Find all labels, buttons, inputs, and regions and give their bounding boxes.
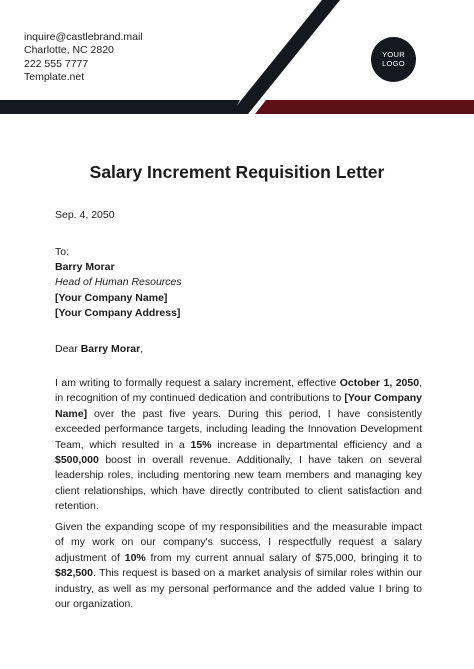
contact-phone: 222 555 7777 — [24, 57, 89, 70]
salutation-name: Barry Morar — [80, 343, 141, 355]
recipient-company-name: [Your Company Name] — [55, 291, 168, 304]
logo-text-line1: YOUR — [382, 50, 405, 59]
to-label: To: — [55, 246, 70, 258]
body-paragraph-2 — [55, 520, 422, 612]
p1-revenue-boost: $500,000 — [55, 454, 99, 467]
p2-text-2: from my current annual salary of $75,000, bringing it to — [145, 551, 423, 564]
p1-company-name: [Your Company Name] — [55, 392, 422, 420]
contact-email[interactable]: inquire@castlebrand.mail — [24, 31, 143, 43]
recipient-title: Head of Human Resources — [55, 276, 182, 289]
contact-address: Charlotte, NC 2820 — [24, 44, 114, 57]
letter-title: Salary Increment Requisition Letter — [89, 162, 385, 182]
header-diagonal-stripe — [230, 0, 340, 114]
company-logo — [371, 37, 416, 82]
p1-text-2: , in recognition of my continued dedication and contributions to — [55, 377, 422, 405]
p1-efficiency-percent: 15% — [190, 438, 212, 451]
header-navy-band — [0, 100, 240, 114]
recipient-block — [55, 245, 182, 321]
p1-text-1: I am writing to formally request a salary increment, effective — [55, 377, 340, 389]
p1-text-3: over the past five years. During this period, I have consistently exceeded performance targets, including leading the Innovation Development Team, which resulted in a — [55, 407, 422, 451]
logo-text-line2: LOGO — [382, 58, 405, 68]
recipient-name: Barry Morar — [55, 261, 115, 274]
p1-effective-date: October 1, 2050 — [339, 377, 420, 389]
salutation-suffix: , — [140, 343, 144, 355]
p2-new-salary: $82,500 — [55, 567, 93, 580]
p2-adjustment-percent: 10% — [124, 551, 146, 564]
salutation-prefix: Dear — [55, 343, 81, 355]
contact-block — [24, 31, 143, 85]
p2-text-1: Given the expanding scope of my responsibilities and the measurable impact of my work on our company's success, I respectfully request a salary adjustment of — [55, 521, 422, 564]
letter-date: Sep. 4, 2050 — [55, 209, 115, 221]
p1-text-4: increase in departmental efficiency and a — [211, 438, 422, 451]
p1-text-5: boost in overall revenue. Additionally, I have taken on several leadership roles, including mentoring new team members and managing key client relationships, which have directly contributed to client satisfaction and retention. — [55, 454, 422, 513]
body-paragraph-1 — [55, 376, 422, 515]
salutation — [55, 343, 143, 355]
p2-text-3: . This request is based on a market analysis of similar roles within our industry, as well as my personal performance and the added value I bring to our organization. — [55, 567, 422, 611]
recipient-company-address: [Your Company Address] — [55, 306, 181, 319]
contact-website[interactable]: Template.net — [24, 71, 85, 84]
header-maroon-band — [255, 100, 474, 114]
